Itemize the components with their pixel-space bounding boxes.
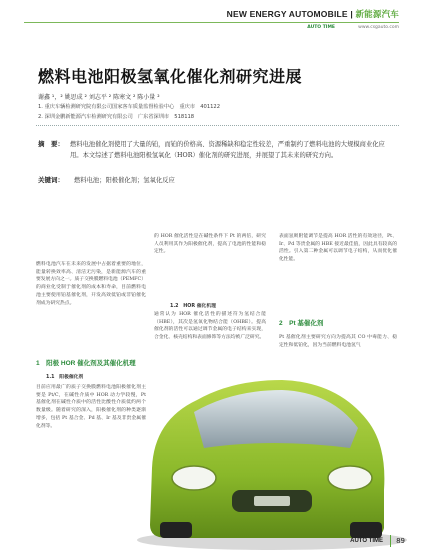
car-wheel-right xyxy=(350,522,382,538)
section-1-heading: 1 阳极 HOR 催化剂及其催化机理 xyxy=(36,360,136,367)
body-col3-top: 表面氢吸附能调节是提高 HOR 活性的有效途径，Pt、Ir、Pd 等贵金属的 HBE 接近最佳值，因此具有较高的活性。引入第二种金属可以调节电子结构，从而优化催化性能。 xyxy=(279,234,397,263)
keywords-label: 关键词： xyxy=(38,176,64,184)
subsection-1-1-heading: 1.1 阳极催化剂 xyxy=(46,375,84,380)
affiliation-2: 2. 深圳金鹏新能源汽车检测研究有限公司 广东省深圳市 518118 xyxy=(38,114,195,120)
body-col1-intro: 燃料电池汽车在未来的发展中占据着重要的地位，能量转换效率高、清洁无污染，是新能源汽车的重要发展方向之一。质子交换膜燃料电池（PEMFC）的商业化受制于催化剂的成本和寿命，目前燃料电池主要使用铂基催化剂，开发高效低铂或非铂催化剂成为研究热点。 xyxy=(36,262,146,306)
page-number: 89 xyxy=(396,537,405,545)
body-col1-text: 目前应用最广的质子交换膜燃料电池阳极催化剂主要是 Pt/C，在碱性介质中 HOR 动力学较慢，Pt 基催化剂在碱性介质中的活性比酸性介质低约两个数量级。随着研究的深入，阳极催化剂的种类逐渐增多，包括 Pt 基合金、Pd 基、Ir 基及非贵金属催化剂等。 xyxy=(36,385,146,429)
footer-divider xyxy=(390,535,391,547)
subsection-1-2-heading: 1.2 HOR 催化机理 xyxy=(170,304,216,309)
green-car-illustration xyxy=(112,350,412,550)
journal-website[interactable]: www.csgauto.com xyxy=(358,25,399,30)
separator xyxy=(36,125,399,126)
car-headlight-left xyxy=(172,466,216,490)
article-title: 燃料电池阳极氢氧化催化剂研究进展 xyxy=(38,67,303,86)
article-authors: 谢鑫 ¹，² 姚思成 ² 刘志平 ² 陈寒文 ² 陈小量 ² xyxy=(38,94,160,101)
journal-name-cn: 新能源汽车 xyxy=(355,9,399,19)
car-headlight-right xyxy=(328,466,372,490)
abstract-text: 燃料电池催化剂使用了大量的铂，而铂的价格高、资源稀缺和稳定性较差，严重制约了燃料电池的大规模商业化应用。本文综述了燃料电池阳极氢氧化（HOR）催化剂的研究进展，并展望了其未来的研究方向。 xyxy=(70,141,385,159)
header-rule xyxy=(24,22,399,23)
body-col2-top: 的 HOR 催化活性是在碱性条件下 Pt 的两倍，研究人员利用其作为阳极催化剂，提高了电池的性能和稳定性。 xyxy=(154,234,266,255)
keywords-text: 燃料电池；阳极催化剂；氢氧化反应 xyxy=(74,177,175,184)
affiliation-1: 1. 重庆车辆检测研究院有限公司国家客车质量监督检验中心 重庆市 401122 xyxy=(38,104,221,110)
journal-header: NEW ENERGY AUTOMOBILE | 新能源汽车 xyxy=(226,9,399,19)
footer-brand: AUTO TIME xyxy=(350,538,383,544)
abstract-label: 摘 要： xyxy=(38,140,64,148)
car-plate xyxy=(254,496,290,506)
journal-name: NEW ENERGY AUTOMOBILE xyxy=(226,9,348,19)
car-wheel-left xyxy=(160,522,192,538)
body-col2-text: 通常认为 HOR 催化活性的描述符为氢结合能（HBE），其次是氢氧化物结合能（OHBE）。提高催化剂的活性可以通过调节金属的电子结构来实现，合金化、核壳结构和表面修饰等方法均被广泛研究。 xyxy=(154,312,266,341)
section-2-heading: 2 Pt 基催化剂 xyxy=(279,320,324,327)
body-col3-text: Pt 基催化剂主要研究方向为提高其 CO 中毒能力、稳定性和低铂化，因为当前燃料电池氢气 xyxy=(279,335,397,348)
journal-logo: AUTO TIME xyxy=(307,25,335,30)
